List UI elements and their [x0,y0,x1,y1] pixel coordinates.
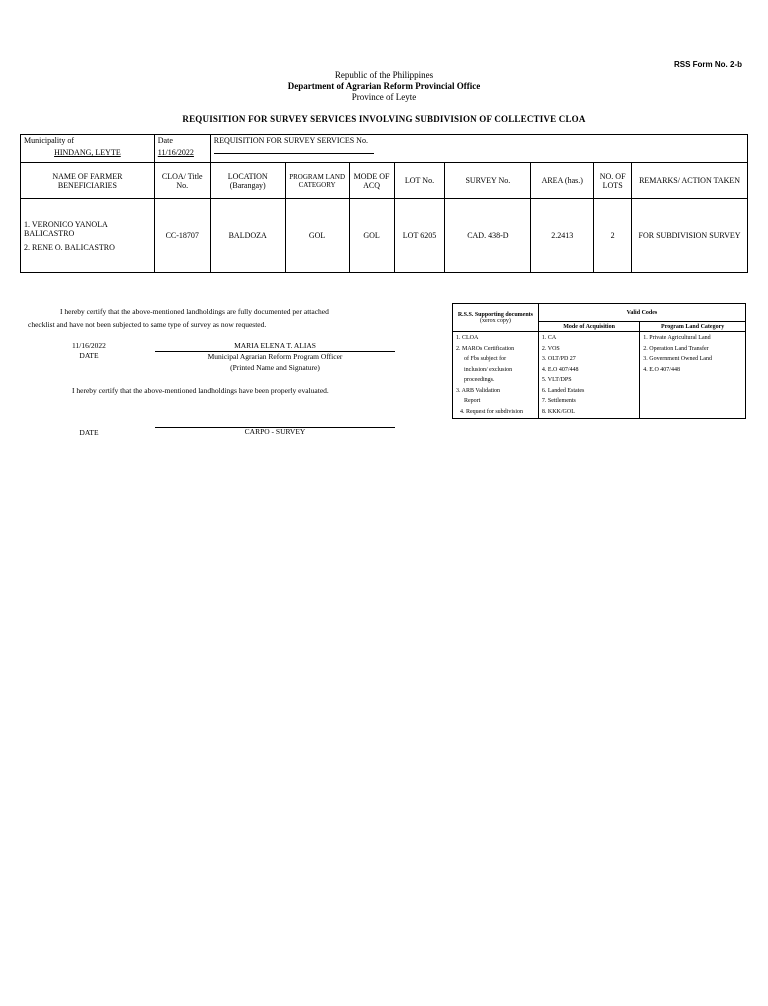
printed-name-caption: (Printed Name and Signature) [230,363,320,372]
list-item: 2. MAROs Certification [456,345,515,352]
form-title: REQUISITION FOR SURVEY SERVICES INVOLVING SUBDIVISION OF COLLECTIVE CLOA [182,114,586,124]
supporting-docs-header [453,304,539,332]
signatory-name: MARIA ELENA T. ALIAS [234,341,316,350]
date-value: 11/16/2022 [157,148,194,157]
header-block [0,70,768,103]
beneficiaries-cell [21,199,155,273]
area-value: 2.2413 [531,199,594,273]
location-value: BALDOZA [210,199,285,273]
requisition-table [20,134,748,273]
list-item: 3. ARB Validation [456,387,501,394]
mode-value: GOL [349,199,394,273]
col-area: AREA (has.) [531,163,594,199]
list-item: 2. VOS [541,345,560,352]
list-item: 6. Landed Estates [541,387,585,394]
list-item: 3. Government Owned Land [643,356,712,362]
municipality-cell [21,135,155,163]
program-value: GOL [285,199,349,273]
requisition-no-blank [214,145,374,154]
program-category-list [640,332,746,419]
municipality-value: HINDANG, LEYTE [54,148,121,157]
supporting-docs-title: R.S.S. Supporting documents [457,311,534,318]
form-number: RSS Form No. 2-b [673,60,742,69]
list-item: 4. E.O 407/448 [541,366,579,373]
col-lot-no: LOT No. [394,163,445,199]
col-remarks: REMARKS/ ACTION TAKEN [632,163,748,199]
list-item: 8. KKK/GOL [541,408,575,415]
col-program-land-category: PROGRAM LAND CATEGORY [285,163,349,199]
list-item: 1. CLOA [456,335,479,341]
signatory-position: Municipal Agrarian Reform Program Officer [207,352,343,361]
evaluation-cert-text: I hereby certify that the above-mentioned landholdings have been properly evaluated. [72,386,329,395]
table-row [21,199,748,273]
cert-date-label: DATE [79,351,99,360]
requisition-no-cell [210,135,747,163]
valid-codes-header: Valid Codes [538,304,745,322]
list-item: 3. OLT/PD 27 [541,356,576,362]
col-cloa: CLOA/ Title No. [154,163,210,199]
col-no-of-lots: NO. OF LOTS [594,163,632,199]
list-item: 2. Operation Land Transfer [643,345,709,352]
lot-value: LOT 6205 [394,199,445,273]
mode-acquisition-list [538,332,639,419]
mode-acquisition-header: Mode of Acquisition [538,322,639,332]
list-item: 1. CA [541,335,557,341]
cert-text-line1: I hereby certify that the above-mentioned landholdings are fully documented per attached [60,307,329,316]
list-item: 4. E.O 407/448 [643,366,680,373]
list-item: 1. Private Agricultural Land [643,335,711,341]
supporting-docs-sub: (xerox copy) [480,317,511,324]
list-item: Report [464,398,481,404]
col-beneficiaries: NAME OF FARMER BENEFICIARIES [21,163,155,199]
beneficiary-2: 2. RENE O. BALICASTRO [24,242,115,252]
col-mode-of-acq: MODE OF ACQ [349,163,394,199]
list-item: 5. VLT/DPS [541,377,572,383]
list-item: proceedings. [464,377,495,383]
supporting-docs-list [453,332,539,419]
header-province: Province of Leyte [351,92,417,102]
date-label: Date [157,136,173,145]
requisition-no-label: REQUISITION FOR SURVEY SERVICES No. [213,136,368,145]
date-cell [154,135,210,163]
col-location: LOCATION (Barangay) [210,163,285,199]
col-survey-no: SURVEY No. [445,163,531,199]
header-department: Department of Agrarian Reform Provincial Office [287,81,481,91]
carpo-caption: CARPO - SURVEY [244,427,306,436]
cert-text-line2: checklist and have not been subjected to same type of survey as now requested. [28,320,267,329]
municipality-label: Municipality of [24,136,74,145]
valid-codes-table [452,303,746,419]
lots-value: 2 [594,199,632,273]
program-category-header: Program Land Category [640,322,746,332]
header-republic: Republic of the Philippines [334,70,434,80]
survey-value: CAD. 438-D [445,199,531,273]
beneficiary-1: 1. VERONICO YANOLA BALICASTRO [24,219,108,238]
list-item: 4. Request for subdivision [460,408,523,415]
list-item: inclusion/ exclusion [464,366,513,373]
list-item: 7. Settlements [541,398,576,404]
cert-date-value: 11/16/2022 [72,341,106,350]
remarks-value: FOR SUBDIVISION SURVEY [632,199,748,273]
cloa-value: CC-18707 [154,199,210,273]
list-item: of Fbs subject for [464,356,507,362]
carpo-date-label: DATE [79,428,99,437]
